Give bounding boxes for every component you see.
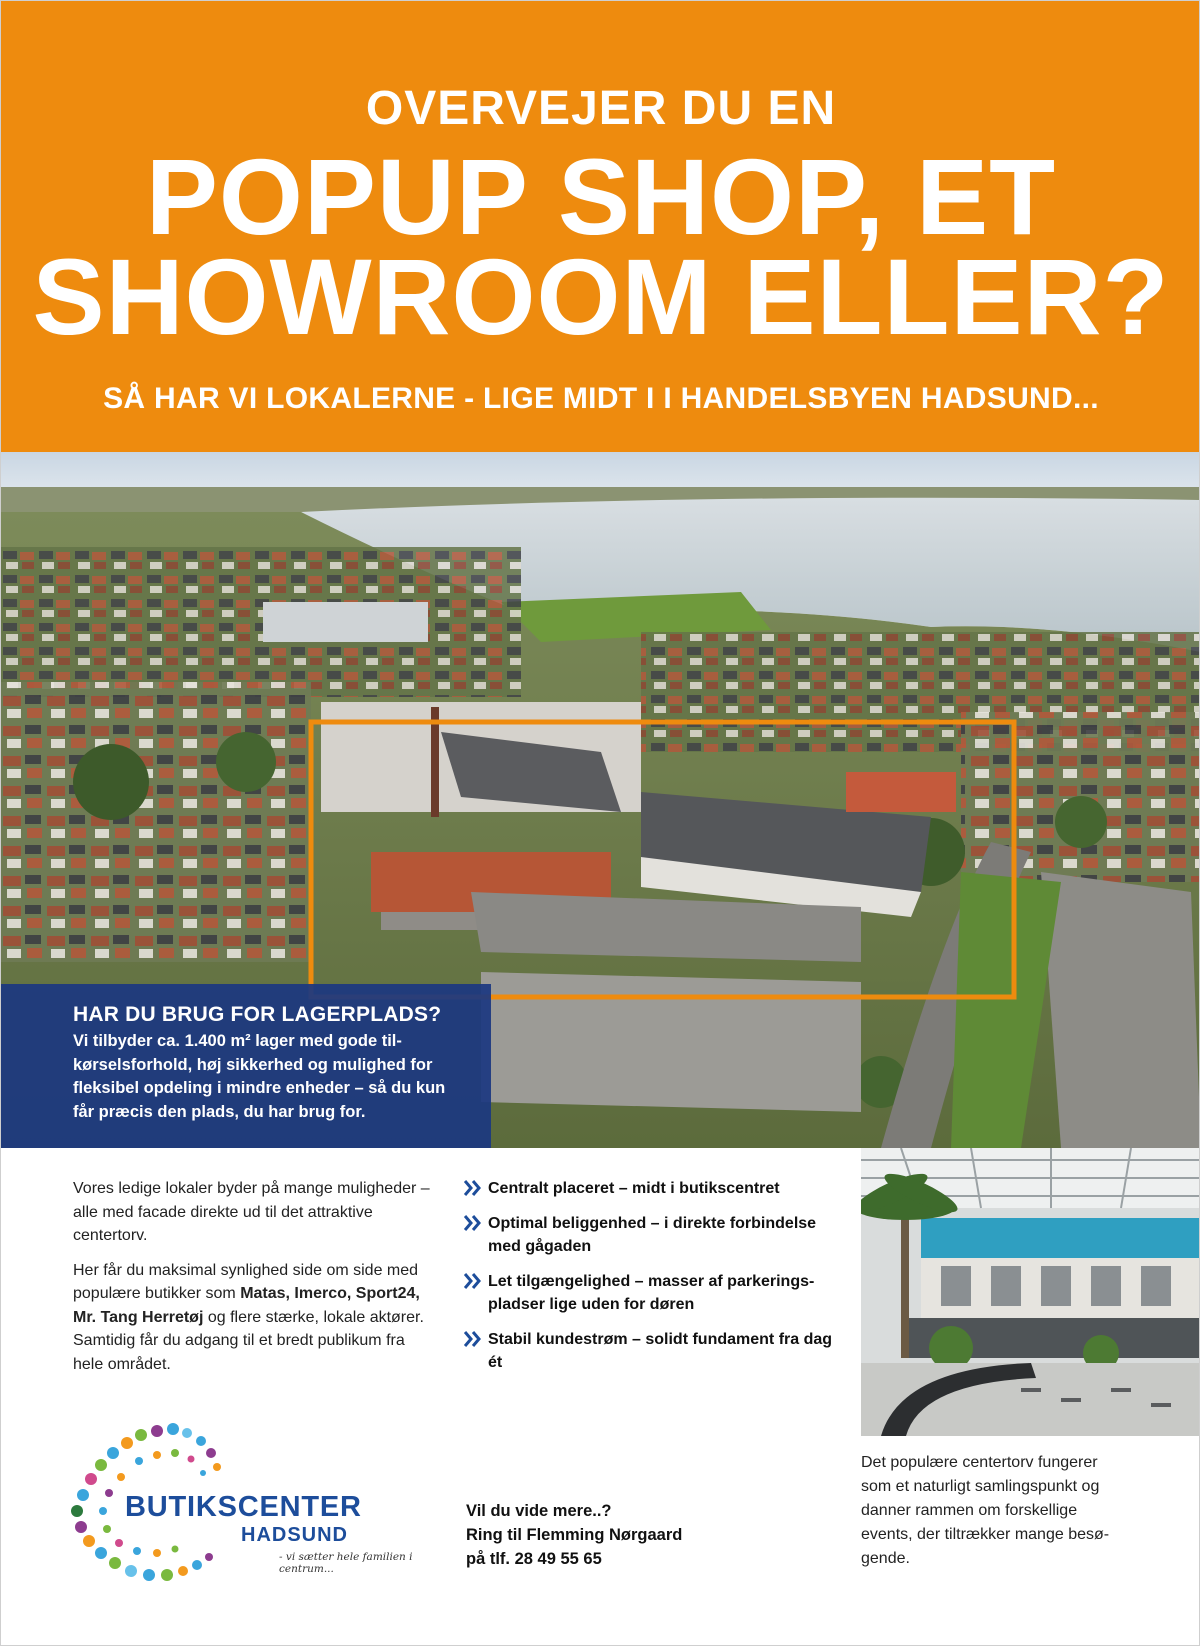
centertorv-photo bbox=[861, 1148, 1200, 1436]
aerial-photo bbox=[1, 452, 1200, 1148]
headline-line-1: POPUP SHOP, ET bbox=[145, 136, 1057, 257]
intro-paragraph-2 bbox=[73, 1259, 433, 1377]
contact-phone[interactable]: på tlf. 28 49 55 65 bbox=[466, 1550, 602, 1568]
photo-caption: Det populære centertorv fungerer som et naturligt samlingspunkt og danner rammen om forskellige events, der tiltrækker mange besøgende. bbox=[861, 1454, 1110, 1567]
headline bbox=[1, 136, 1200, 357]
logo-name: BUTIKSCENTER bbox=[125, 1491, 362, 1523]
intro-paragraph-1: Vores ledige lokaler byder på mange muligheder – alle med facade direkte ud til det attraktive centertorv. bbox=[73, 1180, 430, 1244]
butikscenter-logo bbox=[61, 1421, 451, 1581]
callout-body: Vi tilbyder ca. 1.400 m² lager med gode tilkørselsforhold, høj sikkerhed og mulighed for fleksibel opdeling i mindre enheder – så du kun får præcis den plads, du har brug for. bbox=[73, 1032, 446, 1121]
benefit-text: Centralt placeret – midt i butikscentret bbox=[488, 1180, 780, 1197]
double-chevron-right-icon bbox=[464, 1330, 484, 1348]
intro-p2-shops: Matas, Imerco, Sport24, Mr. Tang Herretøj bbox=[73, 1285, 420, 1326]
double-chevron-right-icon bbox=[464, 1214, 484, 1232]
list-item bbox=[464, 1212, 834, 1259]
header-banner bbox=[1, 1, 1200, 452]
header-subline: SÅ HAR VI LOKALERNE - LIGE MIDT I I HANDELSBYEN HADSUND... bbox=[103, 382, 1099, 415]
benefit-text: Optimal beliggenhed – i direkte forbindelse med gågaden bbox=[488, 1214, 817, 1255]
logo-city: HADSUND bbox=[241, 1524, 348, 1546]
interior-illustration bbox=[861, 1148, 1200, 1436]
list-item bbox=[464, 1328, 834, 1375]
double-chevron-right-icon bbox=[464, 1272, 484, 1290]
benefit-text: Stabil kundestrøm – solidt fundament fra dag ét bbox=[488, 1330, 833, 1371]
logo-tagline: - vi sætter hele familien i centrum... bbox=[279, 1551, 413, 1575]
storage-callout bbox=[1, 984, 491, 1148]
header-kicker: OVERVEJER DU EN bbox=[365, 82, 837, 135]
callout-title: HAR DU BRUG FOR LAGERPLADS? bbox=[73, 1003, 442, 1026]
list-item bbox=[464, 1270, 834, 1317]
intro-p2-start: Her får du maksimal synlighed side om side med populære butikker som bbox=[73, 1261, 419, 1302]
headline-line-2: SHOWROOM ELLER? bbox=[32, 236, 1170, 357]
list-item bbox=[464, 1177, 834, 1201]
contact-question: Vil du vide mere..? bbox=[466, 1502, 612, 1520]
contact-block bbox=[466, 1499, 682, 1571]
benefits-list bbox=[464, 1177, 834, 1386]
intro-p2-end: og flere stærke, lokale aktører. Samtidig får du adgang til et bredt publikum fra hele området. bbox=[73, 1308, 424, 1373]
intro-text bbox=[73, 1177, 433, 1376]
double-chevron-right-icon bbox=[464, 1179, 484, 1197]
contact-name: Ring til Flemming Nørgaard bbox=[466, 1526, 683, 1544]
benefit-text: Let tilgængelighed – masser af parkeringspladser lige uden for døren bbox=[488, 1272, 815, 1313]
